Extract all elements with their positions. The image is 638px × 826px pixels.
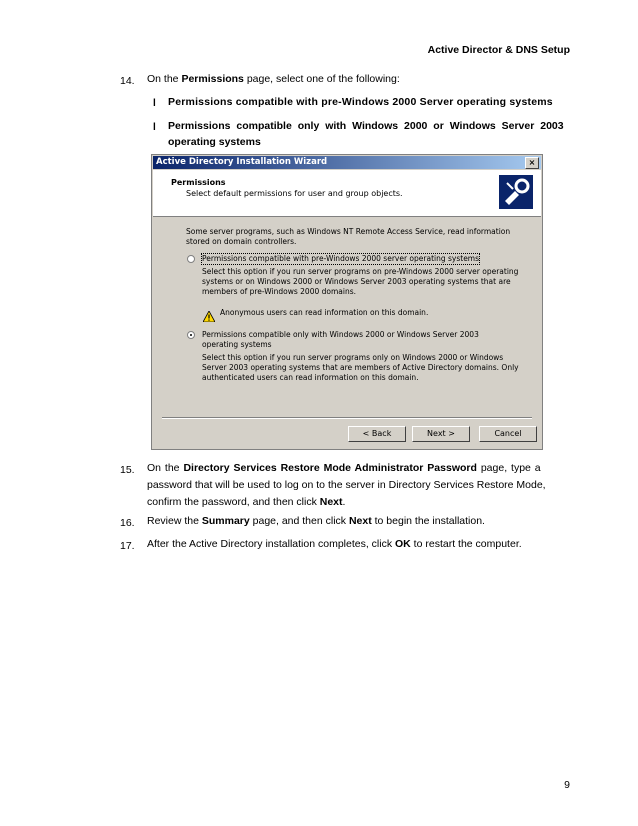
bullet-1: l [153, 98, 156, 109]
step-15-line1 [147, 460, 541, 477]
banner-subtitle: Select default permissions for user and group objects. [186, 189, 403, 198]
step-16-post: to begin the installation. [371, 515, 485, 527]
radio-windows-2000-only-label2[interactable]: operating systems [202, 340, 272, 349]
step-15-post: page, type a [476, 462, 541, 474]
radio-2-desc-line3: authenticated users can read information on this domain. [202, 373, 419, 382]
step-15-number: 15. [120, 464, 135, 476]
step-15-bold: Directory Services Restore Mode Administrator Password [183, 462, 477, 474]
radio-1-desc-line2: systems or on Windows 2000 or Windows Server 2003 operating systems that are [202, 277, 511, 286]
step-16-text [147, 513, 485, 530]
intro-line2: stored on domain controllers. [186, 237, 297, 246]
page-number: 9 [564, 779, 570, 791]
step-16-mid: page, and then click [249, 515, 349, 527]
option-2-text-line2: operating systems [168, 136, 261, 148]
intro-line1: Some server programs, such as Windows NT Remote Access Service, read information [186, 227, 511, 236]
step-14-post: page, select one of the following: [243, 73, 400, 85]
step-14-pre: On the [147, 73, 182, 85]
step-17-bold: OK [395, 538, 411, 550]
step-15-line3 [147, 494, 345, 511]
step-14-number: 14. [120, 75, 135, 87]
radio-windows-2000-only-label1[interactable]: Permissions compatible only with Windows 2000 or Windows Server 2003 [202, 330, 479, 339]
banner-title: Permissions [171, 178, 226, 187]
dialog-title: Active Directory Installation Wizard [156, 157, 328, 167]
step-17-text [147, 536, 522, 553]
step-15-l3-post: . [342, 496, 346, 508]
bullet-2: l [153, 122, 156, 133]
radio-1-desc-line1: Select this option if you run server programs on pre-Windows 2000 server operating [202, 267, 519, 276]
running-header: Active Director & DNS Setup [427, 44, 570, 56]
step-14-text [147, 71, 400, 88]
close-button[interactable]: × [525, 157, 539, 169]
radio-windows-2000-only[interactable] [187, 331, 195, 339]
radio-1-desc-line3: members of pre-Windows 2000 domains. [202, 287, 356, 296]
step-16-number: 16. [120, 517, 135, 529]
step-17-pre: After the Active Directory installation completes, click [147, 538, 396, 550]
dialog-titlebar [153, 156, 541, 169]
step-15-l3-pre: confirm the password, and then click [147, 496, 320, 508]
radio-2-desc-line2: Server 2003 operating systems that are members of Active Directory domains. Only [202, 363, 519, 372]
dialog-banner [153, 170, 541, 217]
option-2-text-line1: Permissions compatible only with Windows 2000 or Windows Server 2003 [168, 120, 564, 132]
warning-icon [203, 307, 215, 318]
radio-pre-windows-2000[interactable] [187, 255, 195, 263]
wizard-key-icon [499, 175, 533, 209]
step-16-pre: Review the [147, 515, 202, 527]
next-button[interactable]: Next > [412, 426, 470, 442]
radio-pre-windows-2000-label[interactable]: Permissions compatible with pre-Windows 2000 server operating systems [202, 254, 480, 263]
step-17-number: 17. [120, 540, 135, 552]
step-16-bold2: Next [348, 515, 372, 527]
step-15-l3-bold: Next [319, 496, 343, 508]
cancel-button[interactable]: Cancel [479, 426, 537, 442]
step-15-line2: password that will be used to log on to the server in Directory Services Restore Mode, [147, 479, 546, 491]
warning-text: Anonymous users can read information on this domain. [220, 308, 429, 317]
button-separator [162, 417, 532, 419]
step-14-bold: Permissions [181, 73, 244, 85]
step-16-bold1: Summary [201, 515, 250, 527]
radio-2-desc-line1: Select this option if you run server programs only on Windows 2000 or Windows [202, 353, 504, 362]
step-15-pre: On the [147, 462, 184, 474]
wizard-dialog [151, 154, 543, 450]
step-17-post: to restart the computer. [410, 538, 522, 550]
option-1-text: Permissions compatible with pre-Windows 2000 Server operating systems [168, 96, 553, 108]
back-button[interactable]: < Back [348, 426, 406, 442]
